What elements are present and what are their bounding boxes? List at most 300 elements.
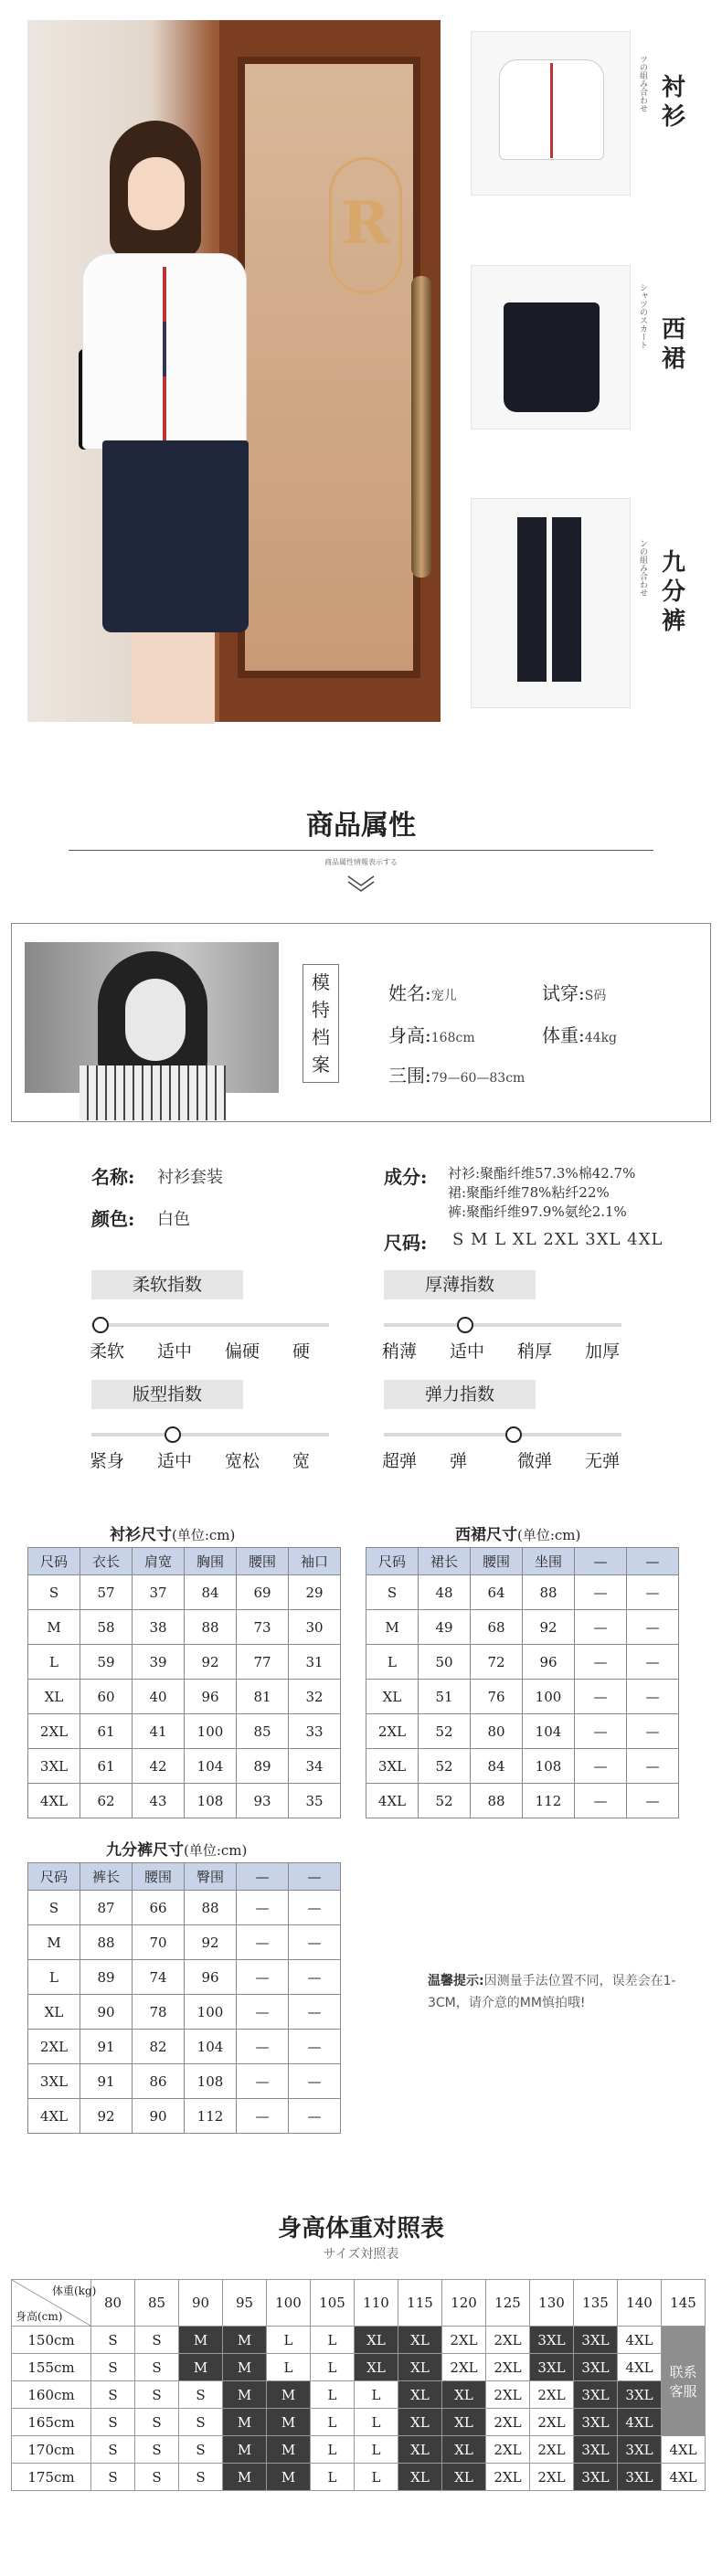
weight-header-cell: 130	[530, 2280, 574, 2327]
height-value: 168cm	[430, 1031, 475, 1045]
table-cell: 88	[523, 1575, 575, 1610]
table-cell: —	[237, 2064, 289, 2099]
size-cell: XL	[355, 2327, 398, 2354]
table-cell: S	[28, 1891, 80, 1925]
table-row	[28, 2030, 341, 2064]
door-logo-graphic: R	[329, 157, 402, 294]
table-row	[28, 1960, 341, 1995]
measure-value: 79—60—83cm	[430, 1071, 526, 1086]
table-cell: —	[289, 2064, 341, 2099]
size-cell: L	[311, 2464, 355, 2491]
size-cell: L	[267, 2354, 311, 2381]
table-row	[28, 1575, 341, 1610]
size-cell: XL	[398, 2464, 442, 2491]
size-cell: 2XL	[486, 2409, 530, 2436]
weight-header-cell: 145	[662, 2280, 706, 2327]
thumb-jp-label: ツの組み合わせ	[638, 55, 647, 112]
table-header-cell: —	[575, 1548, 627, 1575]
index-track	[91, 1433, 329, 1436]
table-cell: 90	[80, 1995, 133, 2030]
table-cell: 38	[133, 1610, 185, 1645]
table-cell: 96	[185, 1680, 237, 1714]
table-cell: 52	[419, 1714, 471, 1749]
product-name: 衬衫套装	[157, 1168, 223, 1187]
product-name-label: 名称:	[91, 1166, 135, 1188]
table-cell: 104	[185, 1749, 237, 1784]
table-cell: 89	[80, 1960, 133, 1995]
size-cell: 2XL	[442, 2354, 486, 2381]
table-header-cell: 尺码	[28, 1548, 80, 1575]
table-row	[28, 1749, 341, 1784]
size-cell: M	[223, 2464, 267, 2491]
table-cell: 37	[133, 1575, 185, 1610]
height-header-cell: 175cm	[12, 2464, 91, 2491]
table-header-cell: 尺码	[28, 1863, 80, 1891]
table-cell: 86	[133, 2064, 185, 2099]
chart-corner-cell	[12, 2280, 97, 2327]
size-cell: S	[179, 2464, 223, 2491]
weight-header-cell: 95	[223, 2280, 267, 2327]
index-knob	[505, 1426, 522, 1443]
size-cell: M	[223, 2409, 267, 2436]
table-row	[366, 1784, 679, 1818]
table-cell: 3XL	[28, 2064, 80, 2099]
fabric-skirt: 裙:聚酯纤维78%粘纤22%	[448, 1184, 610, 1201]
size-cell: M	[267, 2436, 311, 2464]
size-cell: S	[179, 2436, 223, 2464]
height-header-cell: 160cm	[12, 2381, 91, 2409]
thumb-skirt[interactable]	[471, 265, 631, 429]
pants-garment	[517, 517, 581, 682]
table-cell: L	[28, 1645, 80, 1680]
table-cell: 78	[133, 1995, 185, 2030]
table-header-cell: 腰围	[237, 1548, 289, 1575]
size-cell: XL	[398, 2409, 442, 2436]
size-cell: XL	[398, 2327, 442, 2354]
weight-header-cell: 85	[135, 2280, 179, 2327]
size-cell: 3XL	[530, 2327, 574, 2354]
size-cell: M	[179, 2354, 223, 2381]
table-cell: 92	[523, 1610, 575, 1645]
table-cell: 100	[523, 1680, 575, 1714]
table-row	[366, 1645, 679, 1680]
table-cell: 3XL	[366, 1749, 419, 1784]
index-tick-label: 适中	[157, 1451, 193, 1471]
size-cell: 3XL	[574, 2436, 618, 2464]
table-cell: 88	[471, 1784, 523, 1818]
size-cell: M	[223, 2381, 267, 2409]
thumb-shirt[interactable]	[471, 31, 631, 196]
chevron-down-icon	[343, 873, 379, 893]
size-cell: S	[179, 2381, 223, 2409]
table-cell: 89	[237, 1749, 289, 1784]
table-cell: 112	[185, 2099, 237, 2134]
table-cell: 60	[80, 1680, 133, 1714]
size-cell: L	[355, 2436, 398, 2464]
table-cell: XL	[28, 1680, 80, 1714]
table-cell: —	[627, 1714, 679, 1749]
weight-label: 体重:	[542, 1024, 585, 1046]
model-profile-card	[11, 923, 711, 1122]
index-tick-label: 适中	[450, 1341, 485, 1362]
try-value: S码	[584, 989, 607, 1003]
index-title: 柔软指数	[91, 1270, 243, 1299]
table-row	[366, 1749, 679, 1784]
size-cell: L	[311, 2354, 355, 2381]
size-cell: L	[355, 2381, 398, 2409]
table-cell: 100	[185, 1995, 237, 2030]
fabric-label: 成分:	[384, 1166, 428, 1188]
table-row	[28, 1610, 341, 1645]
index-tick-label: 稍厚	[517, 1341, 553, 1362]
shirt-stripe	[163, 267, 166, 450]
table-cell: —	[289, 1995, 341, 2030]
table-cell: 4XL	[366, 1784, 419, 1818]
table-cell: 92	[185, 1645, 237, 1680]
table-cell: L	[28, 1960, 80, 1995]
table-cell: 68	[471, 1610, 523, 1645]
table-cell: 82	[133, 2030, 185, 2064]
table-cell: 108	[185, 2064, 237, 2099]
table-cell: 33	[289, 1714, 341, 1749]
thumb-pants[interactable]	[471, 498, 631, 708]
table-cell: 88	[80, 1925, 133, 1960]
try-label: 试穿:	[542, 982, 585, 1004]
thumb-cn-label: 九分裤	[661, 549, 685, 635]
size-cell: S	[91, 2381, 135, 2409]
size-cell: 3XL	[618, 2436, 662, 2464]
table-header-row	[366, 1548, 679, 1575]
size-cell: 3XL	[574, 2381, 618, 2409]
size-cell: S	[135, 2409, 179, 2436]
weight-header-cell: 120	[442, 2280, 486, 2327]
model-label: 模特档案	[303, 964, 339, 1083]
name-label: 姓名:	[388, 982, 431, 1004]
table-header-cell: 臀围	[185, 1863, 237, 1891]
size-cell: S	[91, 2354, 135, 2381]
weight-header-cell: 125	[486, 2280, 530, 2327]
size-cell: S	[91, 2409, 135, 2436]
index-tick-label: 稍薄	[382, 1341, 418, 1362]
contact-service-cell[interactable]: 联系客服	[662, 2327, 706, 2436]
table-cell: —	[627, 1610, 679, 1645]
table-cell: 4XL	[28, 1784, 80, 1818]
table-cell: —	[627, 1680, 679, 1714]
size-cell: 3XL	[618, 2464, 662, 2491]
color-label: 颜色:	[91, 1208, 135, 1230]
index-track	[91, 1323, 329, 1327]
table-cell: 41	[133, 1714, 185, 1749]
fabric-shirt: 衬衫:聚酯纤维57.3%棉42.7%	[448, 1165, 636, 1182]
thumb-jp-label: シャツのスカート	[638, 283, 647, 349]
thumb-cn-label: 西裙	[661, 316, 685, 373]
table-header-cell: 胸围	[185, 1548, 237, 1575]
weight-axis-label: 体重(kg)	[52, 2284, 97, 2297]
table-cell: 92	[185, 1925, 237, 1960]
table-row	[28, 1680, 341, 1714]
table-cell: 88	[185, 1610, 237, 1645]
table-cell: —	[575, 1575, 627, 1610]
size-cell: 3XL	[574, 2354, 618, 2381]
weight-header-cell: 140	[618, 2280, 662, 2327]
table-cell: 58	[80, 1610, 133, 1645]
size-cell: S	[135, 2354, 179, 2381]
table-cell: 3XL	[28, 1749, 80, 1784]
index-tick-label: 紧身	[90, 1451, 125, 1471]
section-subtitle: 商品属性情報表示する	[324, 858, 398, 866]
table-cell: 62	[80, 1784, 133, 1818]
size-cell: 2XL	[530, 2464, 574, 2491]
size-cell: 3XL	[574, 2327, 618, 2354]
table-cell: M	[28, 1925, 80, 1960]
table-cell: —	[575, 1714, 627, 1749]
model-shirt	[80, 1065, 226, 1120]
index-track	[384, 1323, 621, 1327]
size-cell: M	[223, 2354, 267, 2381]
table-cell: 104	[523, 1714, 575, 1749]
height-header-cell: 165cm	[12, 2409, 91, 2436]
size-cell: L	[267, 2327, 311, 2354]
table-cell: 35	[289, 1784, 341, 1818]
note-text: 因测量手法位置不同，误差会在1-3CM，请介意的MM慎拍哦!	[428, 1974, 676, 2010]
table-cell: 48	[419, 1575, 471, 1610]
size-cell: XL	[442, 2409, 486, 2436]
measure-label: 三围:	[388, 1065, 431, 1087]
size-cell: 2XL	[530, 2381, 574, 2409]
chart-row	[12, 2381, 706, 2409]
weight-header-cell: 135	[574, 2280, 618, 2327]
table-cell: 50	[419, 1645, 471, 1680]
table-cell: —	[237, 2030, 289, 2064]
table-cell: 61	[80, 1714, 133, 1749]
size-cell: XL	[398, 2436, 442, 2464]
table-cell: —	[289, 1960, 341, 1995]
table-header-cell: 腰围	[133, 1863, 185, 1891]
table-row	[366, 1575, 679, 1610]
table-cell: S	[366, 1575, 419, 1610]
height-header-cell: 170cm	[12, 2436, 91, 2464]
size-cell: S	[135, 2436, 179, 2464]
height-header-cell: 155cm	[12, 2354, 91, 2381]
table-cell: —	[627, 1575, 679, 1610]
table-row	[28, 1784, 341, 1818]
table-cell: 52	[419, 1749, 471, 1784]
size-cell: L	[311, 2409, 355, 2436]
thumb-jp-label: ンの組み合わせ	[638, 539, 647, 597]
shirt-stripe	[550, 63, 553, 158]
section-title: 商品属性	[306, 810, 416, 842]
table-cell: 40	[133, 1680, 185, 1714]
table-cell: 81	[237, 1680, 289, 1714]
table-cell: 76	[471, 1680, 523, 1714]
size-cell: 2XL	[530, 2409, 574, 2436]
table-cell: 70	[133, 1925, 185, 1960]
height-header-cell: 150cm	[12, 2327, 91, 2354]
chart-header-row	[12, 2280, 706, 2327]
table-cell: 77	[237, 1645, 289, 1680]
height-label: 身高:	[388, 1024, 431, 1046]
table-cell: —	[627, 1784, 679, 1818]
size-cell: 2XL	[486, 2354, 530, 2381]
fabric-pants: 裤:聚酯纤维97.9%氨纶2.1%	[448, 1203, 627, 1220]
diagonal-line	[12, 2280, 97, 2326]
size-cell: XL	[442, 2436, 486, 2464]
size-cell: 2XL	[442, 2327, 486, 2354]
table-row	[366, 1714, 679, 1749]
index-knob	[457, 1317, 473, 1333]
table-header-cell: 裤长	[80, 1863, 133, 1891]
table-cell: 87	[80, 1891, 133, 1925]
measurement-note	[428, 1970, 684, 2014]
table-cell: —	[237, 2099, 289, 2134]
table-cell: 84	[185, 1575, 237, 1610]
table-cell: 42	[133, 1749, 185, 1784]
weight-header-cell: 100	[267, 2280, 311, 2327]
table-row	[28, 1645, 341, 1680]
index-knob	[165, 1426, 181, 1443]
index-tick-label: 硬	[292, 1341, 311, 1362]
table-cell: 108	[523, 1749, 575, 1784]
size-cell: M	[223, 2436, 267, 2464]
index-tick-label: 微弹	[517, 1451, 553, 1471]
table-cell: —	[575, 1680, 627, 1714]
pants-size-table	[27, 1862, 341, 2134]
table-header-row	[28, 1863, 341, 1891]
weight-header-cell: 90	[179, 2280, 223, 2327]
model-face	[128, 157, 185, 230]
table-cell: 43	[133, 1784, 185, 1818]
table-header-cell: —	[289, 1863, 341, 1891]
size-cell: S	[91, 2464, 135, 2491]
table-cell: 96	[523, 1645, 575, 1680]
index-track	[384, 1433, 621, 1436]
size-cell: L	[355, 2409, 398, 2436]
size-label: 尺码:	[384, 1232, 428, 1254]
size-cell: 3XL	[574, 2464, 618, 2491]
table-row	[366, 1610, 679, 1645]
size-cell: L	[311, 2436, 355, 2464]
size-cell: M	[267, 2464, 311, 2491]
size-cell: S	[179, 2409, 223, 2436]
table-header-cell: 坐围	[523, 1548, 575, 1575]
height-weight-table	[11, 2279, 706, 2491]
size-cell: S	[135, 2464, 179, 2491]
table-cell: 88	[185, 1891, 237, 1925]
table-cell: —	[575, 1784, 627, 1818]
table-cell: M	[366, 1610, 419, 1645]
size-cell: 4XL	[618, 2327, 662, 2354]
table-cell: —	[289, 2099, 341, 2134]
table-cell: 39	[133, 1645, 185, 1680]
table-cell: —	[289, 1891, 341, 1925]
table-cell: 104	[185, 2030, 237, 2064]
size-cell: 2XL	[486, 2327, 530, 2354]
skirt-size-table	[366, 1547, 679, 1818]
door-handle	[411, 276, 431, 578]
index-tick-label: 宽	[292, 1451, 311, 1471]
table-cell: 74	[133, 1960, 185, 1995]
index-tick-label: 适中	[157, 1341, 193, 1362]
size-cell: 2XL	[486, 2381, 530, 2409]
table-cell: XL	[366, 1680, 419, 1714]
table-cell: XL	[28, 1995, 80, 2030]
table-cell: 4XL	[28, 2099, 80, 2134]
table-cell: 64	[471, 1575, 523, 1610]
table-row	[28, 1925, 341, 1960]
index-tick-label: 宽松	[225, 1451, 260, 1471]
table-header-cell: 腰围	[471, 1548, 523, 1575]
size-cell: L	[311, 2327, 355, 2354]
table-cell: 90	[133, 2099, 185, 2134]
table-cell: 34	[289, 1749, 341, 1784]
table-cell: 80	[471, 1714, 523, 1749]
size-cell: 3XL	[530, 2354, 574, 2381]
index-title: 版型指数	[91, 1380, 243, 1409]
table-cell: 2XL	[28, 1714, 80, 1749]
table-cell: —	[237, 1995, 289, 2030]
table-cell: 2XL	[28, 2030, 80, 2064]
table-cell: —	[575, 1749, 627, 1784]
height-axis-label: 身高(cm)	[16, 2310, 63, 2323]
table-row	[28, 1714, 341, 1749]
chart-row	[12, 2409, 706, 2436]
weight-header-cell: 105	[311, 2280, 355, 2327]
table-cell: —	[627, 1645, 679, 1680]
size-cell: 4XL	[618, 2409, 662, 2436]
size-cell: S	[135, 2327, 179, 2354]
table-row	[28, 1995, 341, 2030]
size-cell: M	[267, 2409, 311, 2436]
table-header-cell: 尺码	[366, 1548, 419, 1575]
pants-table-title: 九分裤尺寸(单位:cm)	[106, 1841, 248, 1860]
table-cell: —	[289, 2030, 341, 2064]
table-header-cell: 肩宽	[133, 1548, 185, 1575]
chart-row	[12, 2436, 706, 2464]
navy-skirt	[102, 440, 249, 632]
table-header-cell: —	[627, 1548, 679, 1575]
chart-row	[12, 2327, 706, 2354]
table-cell: 59	[80, 1645, 133, 1680]
size-cell: S	[135, 2381, 179, 2409]
table-cell: —	[237, 1960, 289, 1995]
size-cell: XL	[398, 2381, 442, 2409]
hero-photo	[27, 20, 441, 722]
table-cell: 61	[80, 1749, 133, 1784]
table-cell: 91	[80, 2064, 133, 2099]
size-cell: L	[355, 2464, 398, 2491]
table-header-cell: 袖口	[289, 1548, 341, 1575]
shirt-table-title: 衬衫尺寸(单位:cm)	[110, 1526, 236, 1544]
size-cell: 3XL	[574, 2409, 618, 2436]
name-value: 宠儿	[430, 989, 457, 1003]
table-header-cell: 衣长	[80, 1548, 133, 1575]
chart-row	[12, 2354, 706, 2381]
size-cell: 4XL	[618, 2354, 662, 2381]
table-cell: 30	[289, 1610, 341, 1645]
index-knob	[92, 1317, 109, 1333]
table-cell: —	[237, 1891, 289, 1925]
table-cell: 29	[289, 1575, 341, 1610]
size-cell: M	[223, 2327, 267, 2354]
table-cell: 96	[185, 1960, 237, 1995]
table-cell: 92	[80, 2099, 133, 2134]
table-cell: 93	[237, 1784, 289, 1818]
table-cell: 73	[237, 1610, 289, 1645]
table-cell: 2XL	[366, 1714, 419, 1749]
model-face	[125, 979, 186, 1061]
table-cell: M	[28, 1610, 80, 1645]
size-cell: XL	[442, 2381, 486, 2409]
